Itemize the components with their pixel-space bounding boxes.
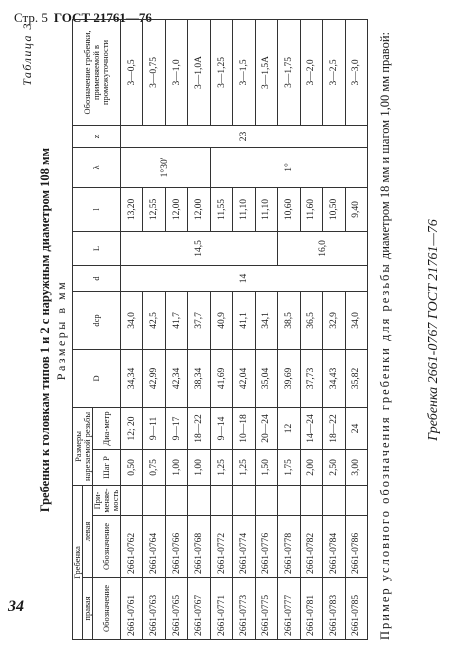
table-row [300, 19, 322, 639]
cell-mated: 3—1,0 [165, 19, 187, 125]
header-mated: Обозначение гребенки, применяемой в промежуточности [73, 19, 121, 125]
cell-dcp: 34,1 [255, 291, 277, 349]
cell-left: 2661-0774 [233, 516, 255, 578]
header-applicability: При-меняе-мость [93, 485, 121, 515]
cell-diameter: 20—24 [255, 407, 277, 449]
cell-left: 2661-0764 [143, 516, 165, 578]
cell-pitch: 0,50 [121, 449, 143, 485]
cell-left: 2661-0786 [345, 516, 367, 578]
example-lead-spaced: Пример условного обозначения гребенки для резьбы [378, 262, 392, 640]
table-row [255, 19, 277, 639]
cell-pitch: 1,50 [255, 449, 277, 485]
table-row [345, 19, 367, 639]
cell-D: 39,69 [278, 349, 300, 407]
table-row [210, 19, 232, 639]
cell-l: 12,00 [188, 187, 210, 231]
cell-pitch: 1,75 [278, 449, 300, 485]
cell-mated: 3—1,5А [255, 19, 277, 125]
table-row [278, 19, 300, 639]
designation-example [378, 20, 422, 640]
cell-mated: 3—0,75 [143, 19, 165, 125]
header-comb: Гребенка [73, 485, 83, 639]
cell-D: 42,04 [233, 349, 255, 407]
cell-applicability [300, 485, 322, 515]
table-row [165, 19, 187, 639]
table-row [188, 19, 210, 639]
cell-D: 42,99 [143, 349, 165, 407]
cell-left: 2661-0782 [300, 516, 322, 578]
cell-applicability [121, 485, 143, 515]
bottom-page-number: 34 [8, 598, 24, 615]
cell-D: 41,69 [210, 349, 232, 407]
cell-left: 2661-0772 [210, 516, 232, 578]
cell-right: 2661-0781 [300, 578, 322, 640]
cell-dcp: 38,5 [278, 291, 300, 349]
cell-dcp: 41,1 [233, 291, 255, 349]
cell-lambda-merged-a: 1°30' [121, 147, 211, 187]
header-lambda: λ [73, 147, 121, 187]
cell-left: 2661-0778 [278, 516, 300, 578]
example-lead-rest: диаметром 18 мм и шагом 1,00 мм правой: [378, 32, 392, 260]
cell-applicability [278, 485, 300, 515]
cell-right: 2661-0761 [121, 578, 143, 640]
cell-mated: 3—1,5 [233, 19, 255, 125]
cell-D: 37,73 [300, 349, 322, 407]
table-row [121, 19, 143, 639]
cell-mated: 3—3,0 [345, 19, 367, 125]
page-number: Стр. 5 [14, 10, 48, 25]
cell-l: 9,40 [345, 187, 367, 231]
cell-diameter: 9—14 [210, 407, 232, 449]
cell-dcp: 36,5 [300, 291, 322, 349]
cell-right: 2661-0777 [278, 578, 300, 640]
table-label: Таблица 3 [20, 22, 34, 86]
cell-pitch: 0,75 [143, 449, 165, 485]
cell-diameter: 18—22 [188, 407, 210, 449]
cell-right: 2661-0785 [345, 578, 367, 640]
cell-applicability [233, 485, 255, 515]
cell-applicability [143, 485, 165, 515]
cell-right: 2661-0771 [210, 578, 232, 640]
cell-dcp: 37,7 [188, 291, 210, 349]
table-title: Гребенки к головкам типов 1 и 2 с наружным диаметром 108 мм [38, 147, 52, 513]
cell-applicability [345, 485, 367, 515]
header-right: правая [83, 578, 93, 640]
table-row [323, 19, 345, 639]
cell-L-merged-b: 16,0 [278, 231, 368, 265]
cell-l: 11,55 [210, 187, 232, 231]
table-row [233, 19, 255, 639]
header-designation-right: Обозначение [93, 578, 121, 640]
cell-lambda-merged-b: 1° [210, 147, 367, 187]
cell-d-merged: 14 [121, 265, 368, 291]
cell-diameter: 12 [278, 407, 300, 449]
cell-pitch: 1,25 [210, 449, 232, 485]
cell-mated: 3—2,5 [323, 19, 345, 125]
cell-left: 2661-0768 [188, 516, 210, 578]
header-l: l [73, 187, 121, 231]
cell-diameter: 9—11 [143, 407, 165, 449]
cell-diameter: 10—18 [233, 407, 255, 449]
cell-l: 10,50 [323, 187, 345, 231]
cell-l: 10,60 [278, 187, 300, 231]
cell-pitch: 2,00 [300, 449, 322, 485]
header-pitch: Шаг P [93, 449, 121, 485]
cell-mated: 3—2,0 [300, 19, 322, 125]
cell-mated: 3—0,5 [121, 19, 143, 125]
cell-diameter: 14—24 [300, 407, 322, 449]
rotated-content [20, 20, 460, 640]
cell-dcp: 32,9 [323, 291, 345, 349]
cell-applicability [210, 485, 232, 515]
cell-pitch: 2,50 [323, 449, 345, 485]
cell-left: 2661-0766 [165, 516, 187, 578]
cell-applicability [165, 485, 187, 515]
cell-l: 12,00 [165, 187, 187, 231]
cell-l: 11,60 [300, 187, 322, 231]
header-thread-size: Размеры нарезаемой резьбы [73, 407, 93, 485]
cell-right: 2661-0767 [188, 578, 210, 640]
cell-pitch: 1,00 [165, 449, 187, 485]
header-z: z [73, 125, 121, 147]
cell-diameter: 9—17 [165, 407, 187, 449]
cell-applicability [323, 485, 345, 515]
cell-left: 2661-0776 [255, 516, 277, 578]
comb-table [72, 19, 368, 640]
cell-pitch: 3,00 [345, 449, 367, 485]
cell-diameter: 24 [345, 407, 367, 449]
cell-D: 35,04 [255, 349, 277, 407]
cell-D: 38,34 [188, 349, 210, 407]
cell-l: 11,10 [255, 187, 277, 231]
cell-pitch: 1,25 [233, 449, 255, 485]
cell-dcp: 42,5 [143, 291, 165, 349]
cell-left: 2661-0762 [121, 516, 143, 578]
standard-code: ГОСТ 21761—76 [53, 10, 152, 25]
table-row [143, 19, 165, 639]
cell-l: 11,10 [233, 187, 255, 231]
cell-dcp: 40,9 [210, 291, 232, 349]
cell-z-merged: 23 [121, 125, 368, 147]
cell-D: 34,34 [121, 349, 143, 407]
cell-mated: 3—1,75 [278, 19, 300, 125]
header-D: D [73, 349, 121, 407]
cell-diameter: 18—22 [323, 407, 345, 449]
cell-right: 2661-0773 [233, 578, 255, 640]
cell-dcp: 41,7 [165, 291, 187, 349]
cell-l: 13,20 [121, 187, 143, 231]
header-L: L [73, 231, 121, 265]
cell-D: 34,43 [323, 349, 345, 407]
cell-D: 42,34 [165, 349, 187, 407]
header-dcp: dср [73, 291, 121, 349]
cell-right: 2661-0763 [143, 578, 165, 640]
cell-dcp: 34,0 [345, 291, 367, 349]
cell-mated: 3—1,0А [188, 19, 210, 125]
header-designation-left: Обозначение [93, 516, 121, 578]
cell-dcp: 34,0 [121, 291, 143, 349]
table-subtitle: Размеры в мм [54, 279, 68, 381]
cell-D: 35,82 [345, 349, 367, 407]
header-diameter: Диа-метр [93, 407, 121, 449]
cell-pitch: 1,00 [188, 449, 210, 485]
cell-L-merged-a: 14,5 [121, 231, 278, 265]
example-code: Гребенка 2661-0767 ГОСТ 21761—76 [426, 219, 441, 441]
header-left: левая [83, 485, 93, 577]
cell-diameter: 12; 20 [121, 407, 143, 449]
cell-mated: 3—1,25 [210, 19, 232, 125]
cell-right: 2661-0783 [323, 578, 345, 640]
cell-l: 12,55 [143, 187, 165, 231]
cell-right: 2661-0775 [255, 578, 277, 640]
cell-right: 2661-0765 [165, 578, 187, 640]
cell-applicability [188, 485, 210, 515]
header-d: d [73, 265, 121, 291]
cell-left: 2661-0784 [323, 516, 345, 578]
cell-applicability [255, 485, 277, 515]
